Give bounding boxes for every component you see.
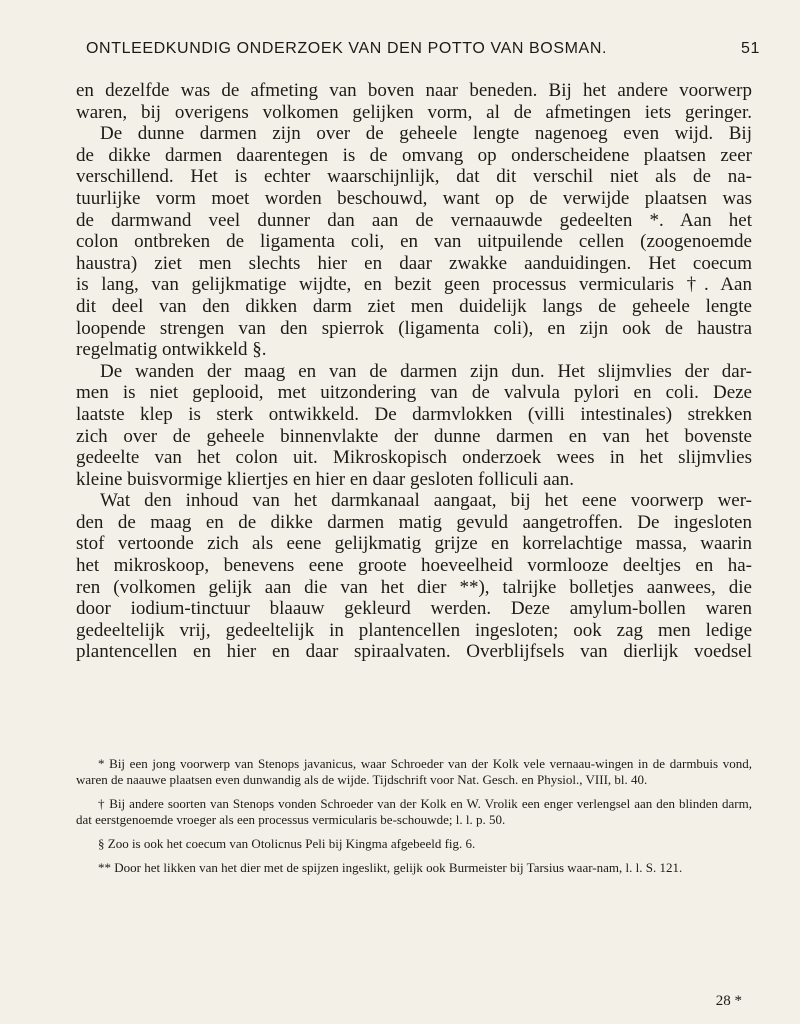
body-line: dit deel van den dikken darm ziet men duidelijk langs de geheele lengte (76, 295, 752, 317)
footnotes (76, 756, 752, 884)
running-head-title: ONTLEEDKUNDIG ONDERZOEK VAN DEN POTTO VAN BOSMAN. (86, 40, 608, 57)
body-line: door iodium-tinctuur blaauw gekleurd werden. Deze amylum-bollen waren (76, 598, 752, 620)
footnote: † Bij andere soorten van Stenops vonden Schroeder van der Kolk en W. Vrolik een enger verlengsel aan den blinden darm, dat eerstgenoemde vroeger als een processus vermicularis be-schouwde; l. l. p. 50. (76, 796, 752, 827)
footnote: * Bij een jong voorwerp van Stenops javanicus, waar Schroeder van der Kolk vele vernaau-wingen in de darmbuis vond, waren de naauwe plaatsen even dunwandig als de wijde. Tijdschrift voor Nat. Gesch. en Physiol., VIII, bl. 40. (76, 756, 752, 787)
body-line: kleine buisvormige kliertjes en hier en daar gesloten folliculi aan. (76, 468, 575, 490)
body-line: gedeeltelijk vrij, gedeeltelijk in plantencellen ingesloten; ook zag men ledige (76, 619, 752, 641)
body-line: tuurlijke vorm moet worden beschouwd, want op de verwijde plaatsen was (76, 187, 752, 209)
footnote: ** Door het likken van het dier met de spijzen ingeslikt, gelijk ook Burmeister bij Tarsius waar-nam, l. l. S. 121. (98, 860, 683, 875)
body-line: men is niet geplooid, met uitzondering van de valvula pylori en coli. Deze (76, 382, 752, 404)
body-line: ren (volkomen gelijk aan die van het dier **), talrijke bolletjes aanwees, die (76, 576, 752, 598)
body-line: colon ontbreken de ligamenta coli, en van uitpuilende cellen (zoogenoemde (76, 231, 752, 253)
body-line: De wanden der maag en van de darmen zijn dun. Het slijmvlies der dar- (100, 360, 752, 382)
body-line: De dunne darmen zijn over de geheele lengte nagenoeg even wijd. Bij (100, 123, 752, 145)
body-line: haustra) ziet men slechts hier en daar zwakke aanduidingen. Het coecum (76, 252, 752, 274)
body-line: den de maag en de dikke darmen matig gevuld aangetroffen. De ingesloten (76, 511, 752, 533)
body-line: laatste klep is sterk ontwikkeld. De darmvlokken (villi intestinales) strekken (76, 403, 752, 425)
footnote: § Zoo is ook het coecum van Otolicnus Peli bij Kingma afgebeeld fig. 6. (98, 836, 476, 851)
body-line: verschillend. Het is echter waarschijnlijk, dat dit verschil niet als de na- (76, 166, 752, 188)
body-line: Wat den inhoud van het darmkanaal aangaat, bij het eene voorwerp wer- (100, 490, 752, 512)
body-line: de darmwand veel dunner dan aan de vernaauwde gedeelten *. Aan het (76, 209, 752, 231)
body-line: en dezelfde was de afmeting van boven naar beneden. Bij het andere voorwerp (76, 80, 752, 101)
body-line: de dikke darmen daarentegen is de omvang op onderscheidene plaatsen zeer (76, 144, 752, 166)
body-line: gedeelte van het colon uit. Mikroskopisch onderzoek wees in het slijmvlies (76, 447, 752, 469)
page-number: 51 (741, 40, 760, 57)
body-line: stof vertoonde zich als eene gelijkmatig grijze en korrelachtige massa, waarin (76, 533, 752, 555)
body-line: zich over de geheele binnenvlakte der dunne darmen en van het bovenste (76, 425, 752, 447)
body-line: plantencellen en hier en daar spiraalvaten. Overblijfsels van dierlijk voedsel (76, 641, 752, 663)
signature-mark: 28 * (715, 993, 742, 1009)
body-line: is lang, van gelijkmatige wijdte, en bezit geen processus vermicularis †. Aan (76, 274, 752, 296)
body-line: regelmatig ontwikkeld §. (76, 339, 267, 361)
body-text (76, 80, 752, 663)
body-line: waren, bij overigens volkomen gelijken vorm, al de afmetingen iets geringer. (76, 101, 752, 123)
body-line: het mikroskoop, benevens eene groote hoeveelheid vormlooze deeltjes en ha- (76, 555, 752, 577)
body-line: loopende strengen van den spierrok (ligamenta coli), en zijn ook de haustra (76, 317, 752, 339)
